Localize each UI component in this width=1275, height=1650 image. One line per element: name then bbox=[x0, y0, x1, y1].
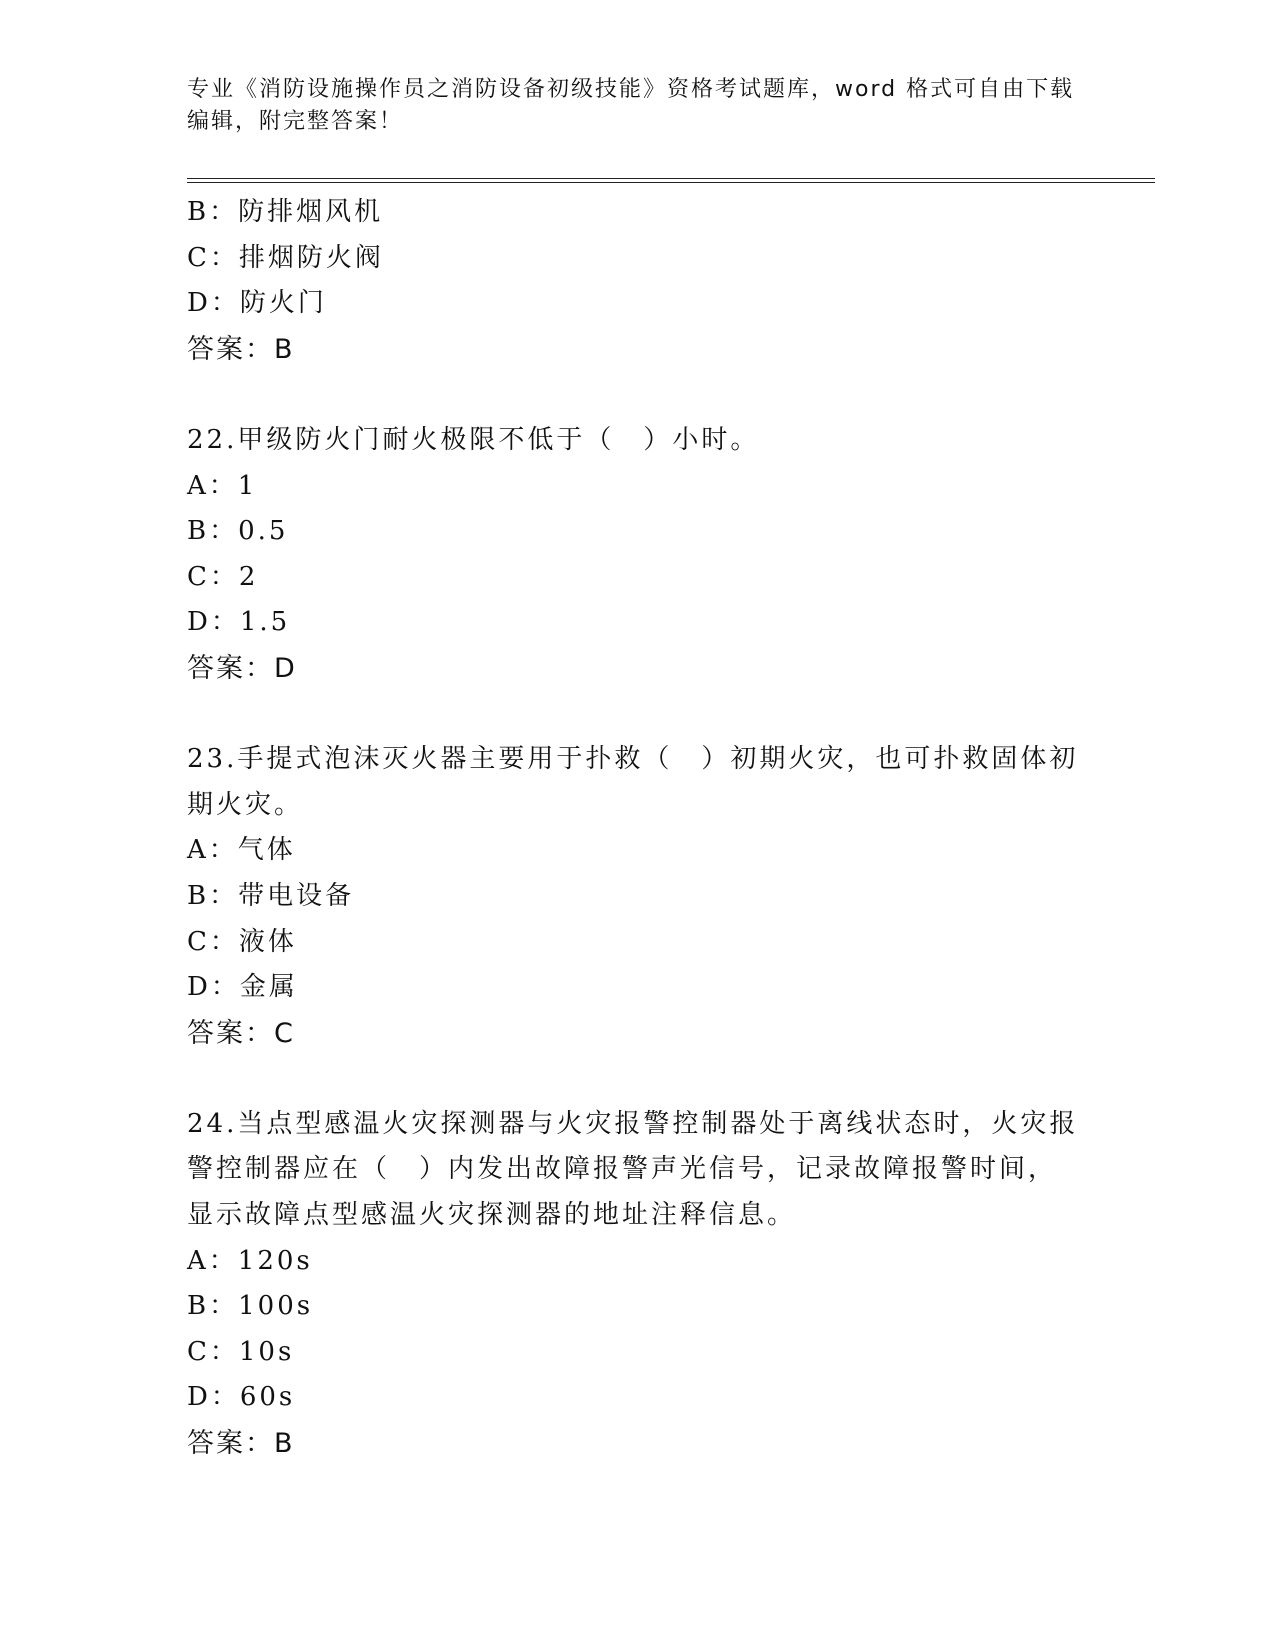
option-b: B：100s bbox=[187, 1291, 314, 1322]
option-d: D：1.5 bbox=[187, 607, 291, 638]
answer-line: 答案：C bbox=[187, 1017, 295, 1049]
option-d: D：防火门 bbox=[187, 288, 327, 319]
question-stem-line-2: 警控制器应在（ ）内发出故障报警声光信号，记录故障报警时间， bbox=[187, 1154, 1058, 1185]
question-22 bbox=[187, 418, 1087, 692]
answer-line: 答案：B bbox=[187, 1428, 295, 1460]
option-a: A：120s bbox=[187, 1245, 313, 1276]
question-stem-line-2: 期火灾。 bbox=[187, 789, 304, 820]
header-divider bbox=[187, 178, 1155, 183]
question-stem-line-1: 23.手提式泡沫灭火器主要用于扑救（ ）初期火灾，也可扑救固体初 bbox=[187, 744, 1079, 775]
question-list bbox=[187, 190, 1087, 1467]
document-header: 专业《消防设施操作员之消防设备初级技能》资格考试题库，word 格式可自由下载编辑，附完整答案！ bbox=[187, 77, 1075, 134]
spacer bbox=[187, 1056, 1087, 1102]
option-d: D：60s bbox=[187, 1382, 296, 1413]
question-23 bbox=[187, 737, 1087, 1056]
question-24 bbox=[187, 1102, 1087, 1467]
option-d: D：金属 bbox=[187, 972, 298, 1003]
option-b: B：防排烟风机 bbox=[187, 197, 384, 227]
answer-line: 答案：B bbox=[187, 333, 295, 365]
question-stem-line-3: 显示故障点型感温火灾探测器的地址注释信息。 bbox=[187, 1200, 797, 1231]
spacer bbox=[187, 692, 1087, 738]
option-a: A：气体 bbox=[187, 835, 296, 866]
option-c: C：排烟防火阀 bbox=[187, 242, 384, 273]
option-c: C：2 bbox=[187, 561, 259, 592]
question-stem-line-1: 24.当点型感温火灾探测器与火灾报警控制器处于离线状态时，火灾报 bbox=[187, 1108, 1079, 1139]
question-21-fragment bbox=[187, 190, 1087, 372]
option-b: B：0.5 bbox=[187, 516, 289, 547]
option-a: A：1 bbox=[187, 470, 258, 501]
option-c: C：10s bbox=[187, 1336, 295, 1367]
option-c: C：液体 bbox=[187, 926, 297, 957]
question-stem: 22.甲级防火门耐火极限不低于（ ）小时。 bbox=[187, 424, 760, 455]
answer-line: 答案：D bbox=[187, 652, 297, 684]
option-b: B：带电设备 bbox=[187, 880, 355, 911]
spacer bbox=[187, 372, 1087, 418]
